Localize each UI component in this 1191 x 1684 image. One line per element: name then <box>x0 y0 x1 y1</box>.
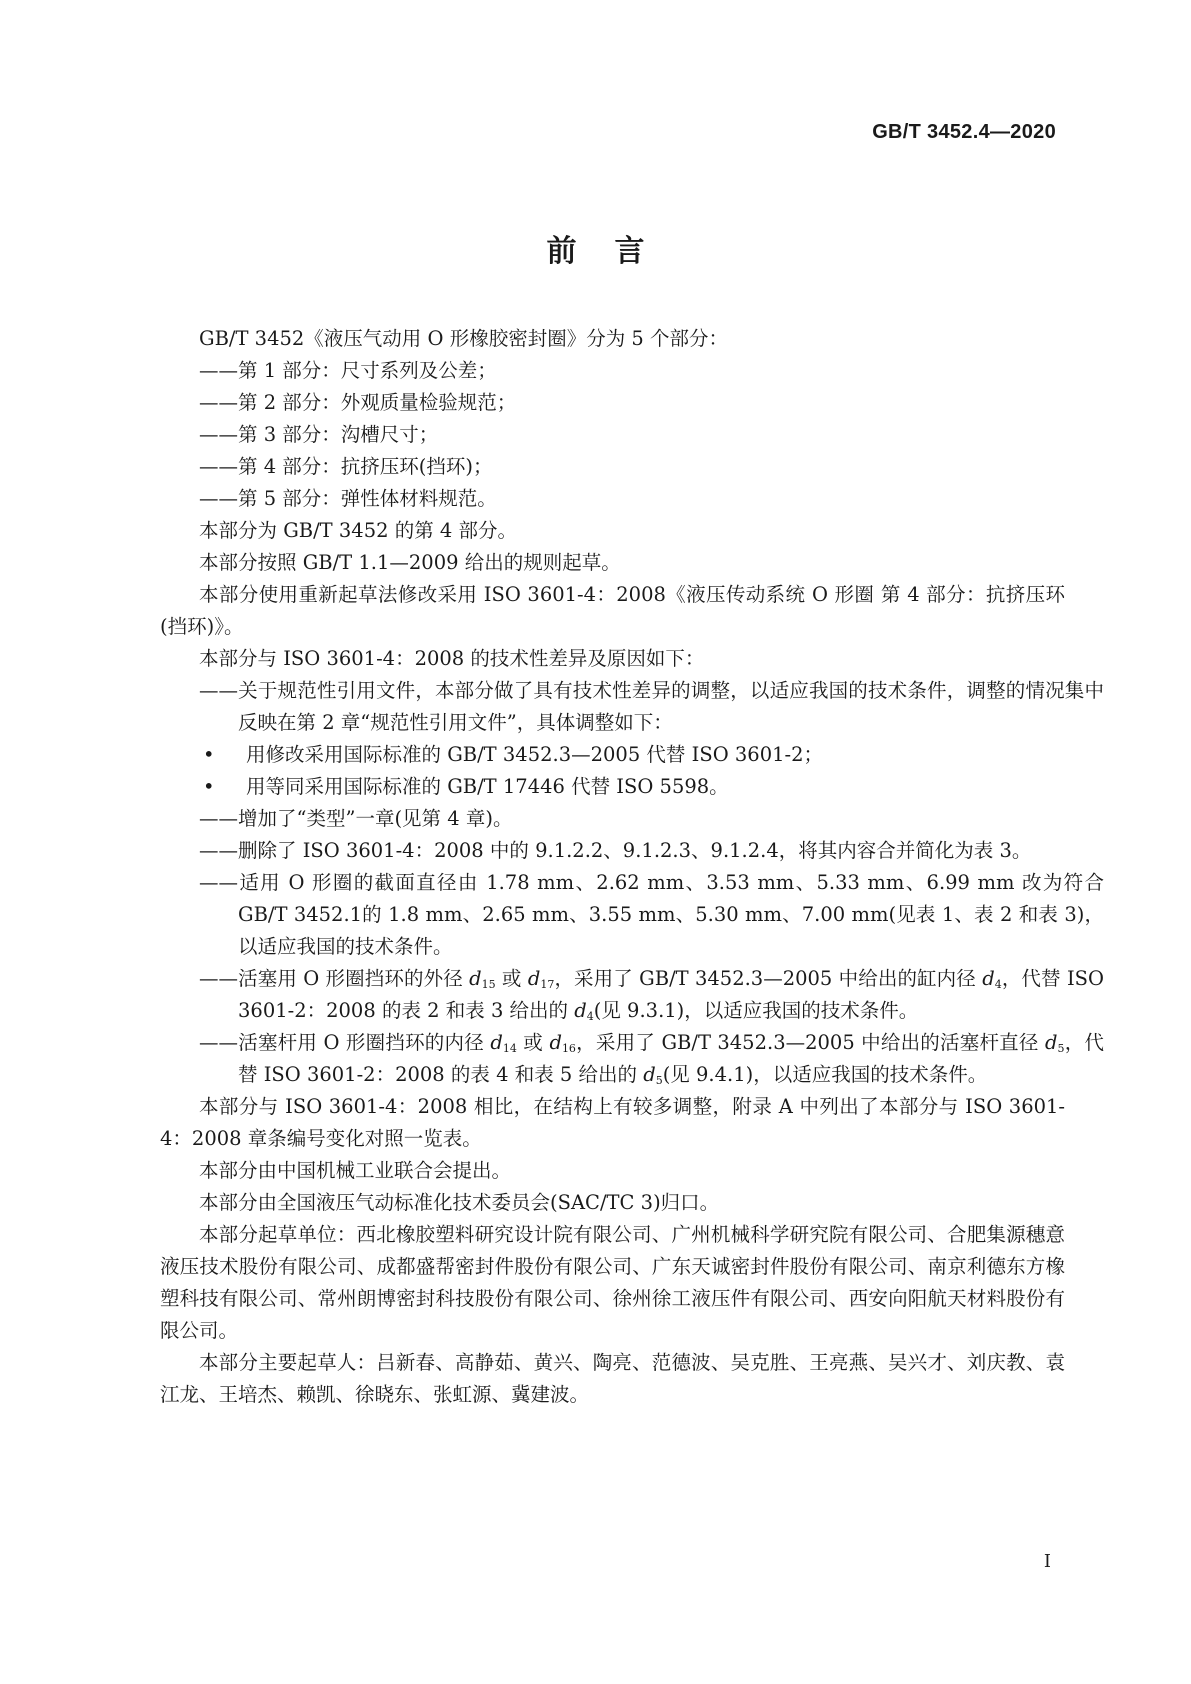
dash-mark: —— <box>199 967 238 990</box>
symbol-d: d <box>643 1063 656 1086</box>
difference-text: 关于规范性引用文件，本部分做了具有技术性差异的调整，以适应我国的技术条件，调整的情况集中反映在第 2 章“规范性引用文件”，具体调整如下： <box>238 679 1104 734</box>
dash-mark: —— <box>199 1031 238 1054</box>
list-item-part-4 <box>199 451 1104 483</box>
list-item-text: 第 3 部分：沟槽尺寸； <box>238 423 439 446</box>
list-item-text: 第 2 部分：外观质量检验规范； <box>238 391 517 414</box>
list-item-text: 第 5 部分：弹性体材料规范。 <box>238 487 497 510</box>
difference-text: 删除了 ISO 3601-4：2008 中的 9.1.2.2、9.1.2.3、9.1.2.4，将其内容合并简化为表 3。 <box>238 839 1032 862</box>
paragraph-centralized-by: 本部分由全国液压气动标准化技术委员会(SAC/TC 3)归口。 <box>199 1191 720 1214</box>
subscript: 17 <box>540 978 555 991</box>
subscript: 16 <box>561 1042 576 1055</box>
difference-item-6 <box>199 1027 1104 1091</box>
paragraph-structure: 本部分与 ISO 3601-4：2008 相比，在结构上有较多调整，附录 A 中列出了本部分与 ISO 3601-4：2008 章条编号变化对照一览表。 <box>160 1095 1065 1150</box>
dash-mark: —— <box>199 807 238 830</box>
dash-mark: —— <box>199 455 238 478</box>
subscript: 14 <box>502 1042 517 1055</box>
standard-number: GB/T 3452.4—2020 <box>872 121 1056 143</box>
difference-text: ，采用了 GB/T 3452.3—2005 中给出的活塞杆直径 <box>575 1031 1046 1054</box>
difference-text: ，代替 ISO 3601-2：2008 的表 4 和表 5 给出的 <box>238 1031 1104 1086</box>
difference-text: ，代替 ISO 3601-2：2008 的表 2 和表 3 给出的 <box>238 967 1104 1022</box>
paragraph-intro: GB/T 3452《液压气动用 O 形橡胶密封圈》分为 5 个部分： <box>199 327 728 350</box>
bullet-item-2 <box>160 771 1065 803</box>
paragraph-adoption: 本部分使用重新起草法修改采用 ISO 3601-4：2008《液压传动系统 O 形圈 第 4 部分：抗挤压环(挡环)》。 <box>160 583 1065 638</box>
symbol-d: d <box>1045 1031 1058 1054</box>
paragraph-differences: 本部分与 ISO 3601-4：2008 的技术性差异及原因如下： <box>199 647 705 670</box>
symbol-d: d <box>982 967 995 990</box>
difference-item-3 <box>199 835 1104 867</box>
symbol-d: d <box>549 1031 562 1054</box>
dash-mark: —— <box>199 423 238 446</box>
subscript: 4 <box>994 978 1002 991</box>
paragraph-drafters: 本部分主要起草人：吕新春、高静茹、黄兴、陶亮、范德波、吴克胜、王亮燕、吴兴才、刘庆教、袁江龙、王培杰、赖凯、徐晓东、张虹源、冀建波。 <box>160 1351 1065 1406</box>
bullet-dot-icon: • <box>203 775 215 798</box>
difference-text: 增加了“类型”一章(见第 4 章)。 <box>238 807 513 830</box>
document-body <box>160 323 1104 1411</box>
paragraph-drafting-units: 本部分起草单位：西北橡胶塑料研究设计院有限公司、广州机械科学研究院有限公司、合肥集源穗意液压技术股份有限公司、成都盛帮密封件股份有限公司、广东天诚密封件股份有限公司、南京利德东方橡塑科技有限公司、常州朗博密封科技股份有限公司、徐州徐工液压件有限公司、西安向阳航天材料股份有限公司。 <box>160 1223 1065 1342</box>
subscript: 15 <box>481 978 496 991</box>
list-item-part-2 <box>199 387 1104 419</box>
bullet-text: 用修改采用国际标准的 GB/T 3452.3—2005 代替 ISO 3601-2； <box>246 743 824 766</box>
dash-mark: —— <box>199 391 238 414</box>
dash-mark: —— <box>199 679 238 702</box>
difference-text: ，采用了 GB/T 3452.3—2005 中给出的缸内径 <box>554 967 983 990</box>
difference-text: 或 <box>495 967 528 990</box>
paragraph-drafting-rules: 本部分按照 GB/T 1.1—2009 给出的规则起草。 <box>199 551 621 574</box>
list-item-text: 第 1 部分：尺寸系列及公差； <box>238 359 497 382</box>
bullet-item-1 <box>160 739 1065 771</box>
difference-text: (见 9.3.1)，以适应我国的技术条件。 <box>593 999 919 1022</box>
paragraph-proposed-by: 本部分由中国机械工业联合会提出。 <box>199 1159 512 1182</box>
bullet-dot-icon: • <box>203 743 215 766</box>
list-item-part-5 <box>199 483 1104 515</box>
subscript: 5 <box>1057 1042 1065 1055</box>
difference-item-2 <box>199 803 1104 835</box>
dash-mark: —— <box>199 839 238 862</box>
difference-item-4 <box>199 867 1104 963</box>
dash-mark: —— <box>199 359 238 382</box>
page-title: 前言 <box>546 234 683 269</box>
symbol-d: d <box>527 967 541 990</box>
list-item-part-3 <box>199 419 1104 451</box>
difference-text: (见 9.4.1)，以适应我国的技术条件。 <box>662 1063 988 1086</box>
page-number: I <box>1043 1551 1051 1572</box>
difference-item-5 <box>199 963 1104 1027</box>
symbol-d: d <box>574 999 587 1022</box>
subscript: 4 <box>586 1010 594 1023</box>
symbol-d: d <box>469 967 482 990</box>
bullet-text: 用等同采用国际标准的 GB/T 17446 代替 ISO 5598。 <box>246 775 729 798</box>
list-item-text: 第 4 部分：抗挤压环(挡环)； <box>238 455 493 478</box>
symbol-d: d <box>490 1031 503 1054</box>
subscript: 5 <box>655 1074 663 1087</box>
difference-text: 活塞用 O 形圈挡环的外径 <box>238 967 470 990</box>
paragraph-this-part: 本部分为 GB/T 3452 的第 4 部分。 <box>199 519 518 542</box>
list-item-part-1 <box>199 355 1104 387</box>
difference-text: 或 <box>516 1031 550 1054</box>
difference-item-1 <box>199 675 1104 739</box>
dash-mark: —— <box>199 487 238 510</box>
difference-text: 活塞杆用 O 形圈挡环的内径 <box>238 1031 491 1054</box>
difference-text: 适用 O 形圈的截面直径由 1.78 mm、2.62 mm、3.53 mm、5.33 mm、6.99 mm 改为符合 GB/T 3452.1的 1.8 mm、2.65 mm、3.55 mm、5.30 mm、7.00 mm(见表 1、表 2 和表 3)，以适应我国的技术条件。 <box>238 871 1104 958</box>
dash-mark: —— <box>199 871 238 894</box>
